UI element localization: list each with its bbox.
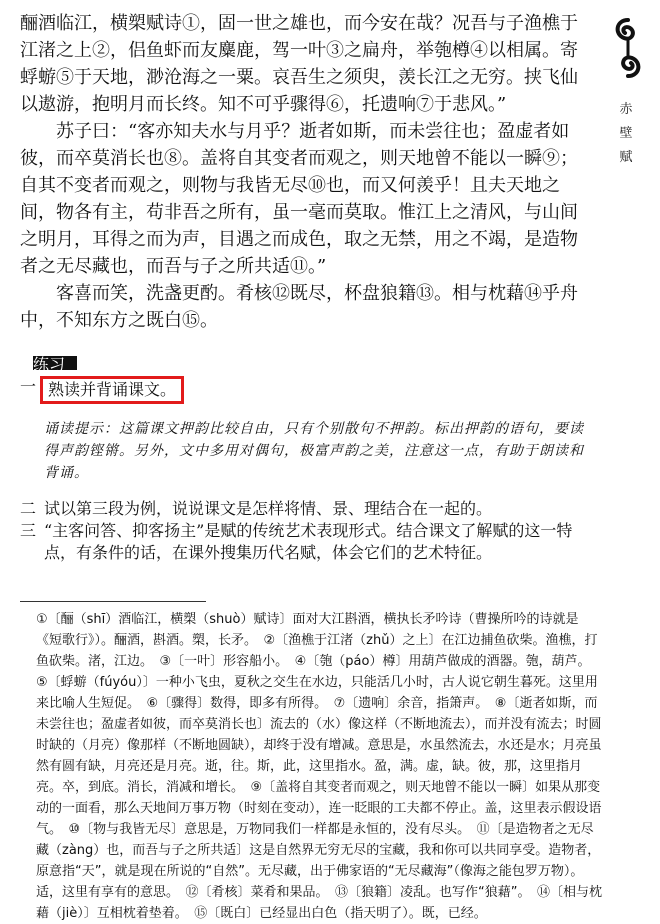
side-title-char: 赤 [619,102,633,117]
exercise-section [20,376,590,564]
footnote-text: ①〔酾（shī）酒临江，横槊（shuò）赋诗〕面对大江斟酒，横执长矛吟诗（曹操所吟的诗就是《短歌行》）。酾酒，斟酒。槊，长矛。 ②〔渔樵于江渚（zhǔ）之上〕在江边捕鱼砍柴。渔樵，打鱼砍柴。渚，江边。 ③〔一叶〕形容船小。 ④〔匏（páo）樽〕用葫芦做成的酒器。匏，葫芦。 ⑤〔蜉蝣（fúyóu）〕一种小飞虫，夏秋之交生在水边，只能活几小时，古人说它朝生暮死。这里用来比喻人生短促。 ⑥〔骤得〕数得，即多有所得。 ⑦〔遗响〕余音，指箫声。 ⑧〔逝者如斯，而未尝往也；盈虚者如彼，而卒莫消长也〕流去的（水）像这样（不断地流去），而并没有流去；时圆时缺的（月亮）像那样（不断地圆缺），却终于没有增减。意思是，水虽然流去，水还是水；月亮虽然有圆有缺，月亮还是月亮。逝，往。斯，此，这里指水。盈，满。虚，缺。彼，那，这里指月亮。卒，到底。消长，消减和增长。 ⑨〔盖将自其变者而观之，则天地曾不能以一瞬〕如果从那变动的一面看，那么天地间万事万物（时刻在变动），连一眨眼的工夫都不停止。盖，这里表示假设语气。 ⑩〔物与我皆无尽〕意思是，万物同我们一样都是永恒的，没有尽头。 ⑪〔是造物者之无尽藏（zàng）也，而吾与子之所共适〕这是自然界无穷无尽的宝藏，我和你可以共同享受。造物者，原意指“天”，就是现在所说的“自然”。无尽藏，出于佛家语的“无尽藏海”（像海之能包罗万物）。适，这里有享有的意思。 ⑫〔肴核〕菜肴和果品。 ⑬〔狼籍〕凌乱。也写作“狼藉”。 ⑭〔相与枕藉（jiè）〕互相枕着垫着。 ⑮〔既白〕已经显出白色（指天明了）。既，已经。 [36,612,602,921]
exercise-text: “主客问答、抑客扬主”是赋的传统艺术表现形式。结合课文了解赋的这一特点，有条件的话，在课外搜集历代名赋，体会它们的艺术特征。 [44,521,573,562]
footnote-divider [20,601,206,602]
highlighted-task: 熟读并背诵课文。 [40,376,184,404]
exercise-item-3 [20,520,590,564]
reading-hint: 诵读提示：这篇课文押韵比较自由，只有个别散句不押韵。标出押韵的语句，要读得声韵铿锵。另外，文中多用对偶句，极富声韵之美，注意这一点，有助于朗读和背诵。 [44,421,584,481]
exercise-number: 二 [20,499,37,518]
side-title [616,98,636,170]
paragraph-3: 客喜而笑，洗盏更酌。肴核⑫既尽，杯盘狼籍⑬。相与枕藉⑭乎舟中，不知东方之既白⑮。 [20,283,578,331]
exercise-text: 试以第三段为例，说说课文是怎样将情、景、理结合在一起的。 [44,499,493,518]
main-text [20,10,590,334]
paragraph-1: 酾酒临江，横槊赋诗①，固一世之雄也，而今安在哉？况吾与子渔樵于江渚之上②，侣鱼虾而友麋鹿，驾一叶③之扁舟，举匏樽④以相属。寄蜉蝣⑤于天地，渺沧海之一粟。哀吾生之须臾，羡长江之无穷。挟飞仙以遨游，抱明月而长终。知不可乎骤得⑥，托遗响⑦于悲风。” [20,13,578,115]
ornament-icon [610,16,646,80]
exercise-item-2 [20,498,590,520]
side-title-char: 壁 [619,126,633,141]
exercise-number: 一 [20,377,37,396]
paragraph-2: 苏子曰：“客亦知夫水与月乎？逝者如斯，而未尝往也；盈虚者如彼，而卒莫消长也⑧。盖将自其变者而观之，则天地曾不能以一瞬⑨；自其不变者而观之，则物与我皆无尽⑩也，而又何羡乎！且夫天地之间，物各有主，苟非吾之所有，虽一毫而莫取。惟江上之清风，与山间之明月，耳得之而为声，目遇之而成色，取之无禁，用之不竭，是造物者之无尽藏也，而吾与子之所共适⑪。” [20,121,578,277]
side-title-char: 赋 [619,150,633,165]
exercise-item-1 [20,376,590,404]
exercise-number: 三 [20,521,37,540]
footnotes [36,609,604,924]
exercise-heading: 练习 [33,355,66,374]
